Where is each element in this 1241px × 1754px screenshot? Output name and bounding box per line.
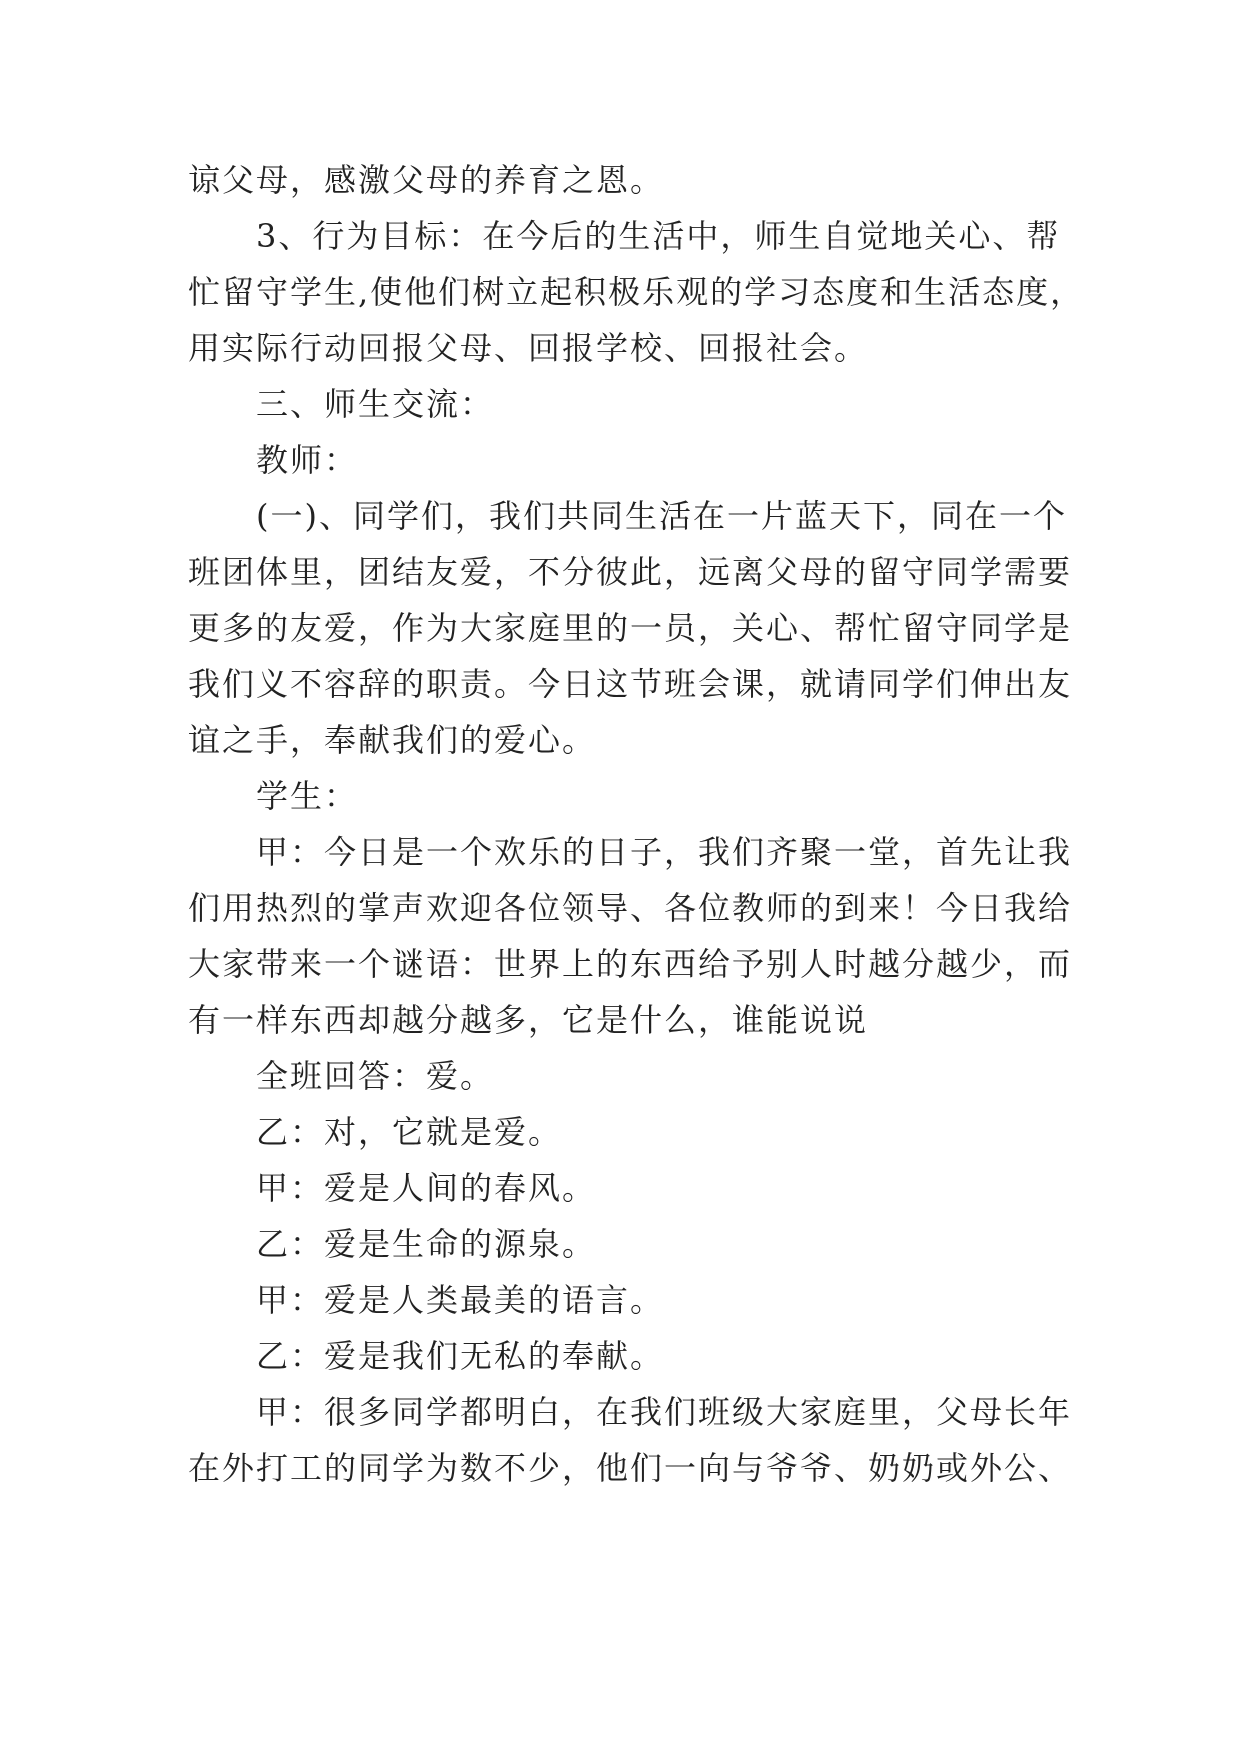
document-body (188, 152, 1085, 1496)
speaker-label: 教师： (256, 441, 359, 479)
text-line: 谊之手，奉献我们的爱心。 (188, 721, 597, 759)
text-line: 大家带来一个谜语：世界上的东西给予别人时越分越少，而 (188, 945, 1073, 983)
text-line: (一)、同学们，我们共同生活在一片蓝天下，同在一个 (256, 497, 1067, 535)
text-line: 甲：爱是人间的春风。 (256, 1169, 597, 1207)
text-line: 有一样东西却越分越多，它是什么，谁能说说 (188, 1001, 869, 1039)
text-line: 谅父母，感激父母的养育之恩。 (188, 161, 665, 199)
text-line: 更多的友爱，作为大家庭里的一员，关心、帮忙留守同学是 (188, 609, 1073, 647)
text-line: 在外打工的同学为数不少，他们一向与爷爷、奶奶或外公、 (188, 1449, 1073, 1487)
text-line: 们用热烈的掌声欢迎各位领导、各位教师的到来！今日我给 (188, 889, 1073, 927)
speaker-label: 学生： (256, 777, 359, 815)
text-line: 班团体里，团结友爱，不分彼此，远离父母的留守同学需要 (188, 553, 1073, 591)
text-line: 乙：爱是我们无私的奉献。 (256, 1337, 665, 1375)
text-line: 甲：爱是人类最美的语言。 (256, 1281, 665, 1319)
text-line: 乙：爱是生命的源泉。 (256, 1225, 597, 1263)
text-line: 甲：今日是一个欢乐的日子，我们齐聚一堂，首先让我 (256, 833, 1073, 871)
text-line: 忙留守学生,使他们树立起积极乐观的学习态度和生活态度， (188, 273, 1085, 311)
text-line: 我们义不容辞的职责。今日这节班会课，就请同学们伸出友 (188, 665, 1073, 703)
text-line: 甲：很多同学都明白，在我们班级大家庭里，父母长年 (256, 1393, 1073, 1431)
text-line: 乙：对，它就是爱。 (256, 1113, 563, 1151)
section-heading: 三、师生交流： (256, 385, 495, 423)
text-line: 用实际行动回报父母、回报学校、回报社会。 (188, 329, 869, 367)
text-line: 3、行为目标：在今后的生活中，师生自觉地关心、帮 (256, 217, 1061, 255)
text-line: 全班回答：爱。 (256, 1057, 495, 1095)
